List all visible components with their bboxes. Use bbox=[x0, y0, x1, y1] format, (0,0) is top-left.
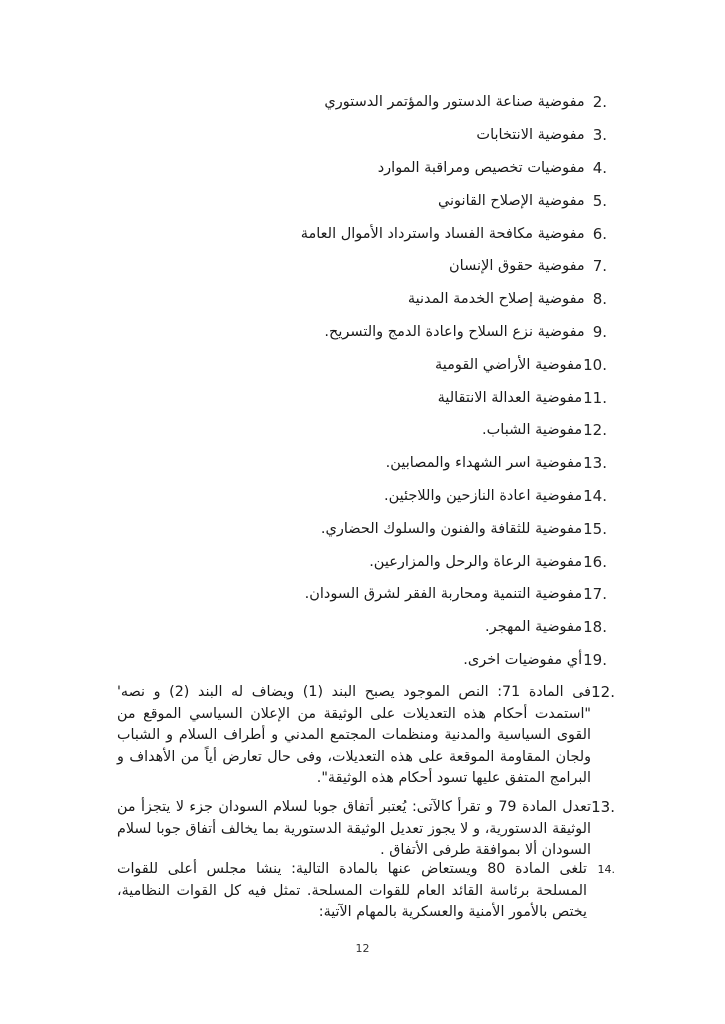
list-item-number: 8. bbox=[592, 290, 607, 309]
list-item bbox=[301, 447, 607, 480]
list-item-number: 10. bbox=[583, 355, 607, 374]
list-item-text: مفوضية إصلاح الخدمة المدنية bbox=[407, 291, 585, 308]
list-item-text: مفوضية نزع السلاح واعادة الدمج والتسريح. bbox=[324, 323, 585, 340]
list-item bbox=[301, 86, 607, 119]
list-item-text: مفوضية الإصلاح القانوني bbox=[437, 192, 585, 209]
list-item bbox=[301, 152, 607, 185]
list-item-text: مفوضية التنمية ومحاربة الفقر لشرق السودان. bbox=[304, 586, 583, 603]
list-item-number: 17. bbox=[583, 585, 607, 604]
list-item bbox=[301, 381, 607, 414]
list-item-number: 11. bbox=[583, 388, 607, 407]
list-item-number: 4. bbox=[592, 158, 607, 177]
list-item-text: أي مفوضيات اخرى. bbox=[463, 651, 583, 668]
clause-paragraph bbox=[117, 682, 615, 790]
list-item bbox=[301, 512, 607, 545]
list-item-number: 5. bbox=[592, 191, 607, 210]
clause-text: تعدل المادة 79 و تقرأ كالآتى: يُعتبر أتفاق جوبا لسلام السودان جزء لا يتجزأ من الوثيقة الدستورية، و لا يجوز تعديل الوثيقة الدستورية بما يخالف أتفاق جوبا لسلام السودان ألا بموافقة طرفى الأتفاق . bbox=[117, 799, 591, 858]
commissions-list bbox=[301, 86, 607, 676]
list-item bbox=[301, 316, 607, 349]
page-number: 12 bbox=[355, 942, 370, 955]
list-item-text: مفوضية مكافحة الفساد واسترداد الأموال العامة bbox=[300, 225, 585, 242]
list-item bbox=[301, 119, 607, 152]
list-item-number: 9. bbox=[592, 322, 607, 341]
list-item bbox=[301, 414, 607, 447]
list-item-number: 6. bbox=[592, 224, 607, 243]
list-item-text: مفوضية الشباب. bbox=[482, 422, 583, 439]
list-item-number: 14. bbox=[583, 486, 607, 505]
list-item-text: مفوضيات تخصيص ومراقبة الموارد bbox=[377, 159, 585, 176]
list-item bbox=[301, 184, 607, 217]
list-item-number: 19. bbox=[583, 650, 607, 669]
list-item-number: 2. bbox=[592, 93, 607, 112]
list-item bbox=[301, 644, 607, 677]
list-item bbox=[301, 348, 607, 381]
list-item-text: مفوضية للثقافة والفنون والسلوك الحضاري. bbox=[320, 520, 583, 537]
list-item bbox=[301, 480, 607, 513]
list-item-text: مفوضية اسر الشهداء والمصابين. bbox=[385, 455, 583, 472]
list-item-text: مفوضية المهجر. bbox=[484, 619, 583, 636]
list-item-number: 16. bbox=[583, 552, 607, 571]
clause-text: فى المادة 71: النص الموجود يصبح البند (1) ويضاف له البند (2) و نصه' "استمدت أحكام هذه التعديلات على الوثيقة من الإعلان السياسي الموقع من القوى السياسية والمدنية ومنظمات المجتمع المدني و أطراف السلام و الشباب ولجان المقاومة الموقعة على هذه التعديلات، وفى حال تعارض أياً من الأهداف و البرامج المتفق عليها تسود أحكام هذه الوثيقة". bbox=[117, 684, 591, 786]
list-item-text: مفوضية الأراضي القومية bbox=[434, 356, 583, 373]
clause-paragraph bbox=[117, 797, 615, 862]
list-item-number: 13. bbox=[583, 454, 607, 473]
list-item bbox=[301, 611, 607, 644]
clause-number: 13. bbox=[591, 798, 615, 816]
list-item-number: 3. bbox=[592, 126, 607, 145]
list-item bbox=[301, 217, 607, 250]
list-item-number: 12. bbox=[583, 421, 607, 440]
list-item-text: مفوضية حقوق الإنسان bbox=[449, 258, 585, 275]
list-item-text: مفوضية اعادة النازحين واللاجئين. bbox=[384, 487, 583, 504]
list-item bbox=[301, 283, 607, 316]
list-item-text: مفوضية الرعاة والرحل والمزارعين. bbox=[369, 553, 583, 570]
list-item bbox=[301, 250, 607, 283]
clause-number: 12. bbox=[591, 683, 615, 701]
list-item bbox=[301, 545, 607, 578]
clause-number: 14. bbox=[597, 863, 615, 876]
list-item-text: مفوضية العدالة الانتقالية bbox=[437, 389, 583, 406]
list-item-text: مفوضية صناعة الدستور والمؤتمر الدستوري bbox=[324, 94, 585, 111]
list-item-number: 18. bbox=[583, 618, 607, 637]
clause-paragraph bbox=[117, 859, 615, 924]
list-item-text: مفوضية الانتخابات bbox=[476, 127, 585, 144]
list-item bbox=[301, 578, 607, 611]
list-item-number: 15. bbox=[583, 519, 607, 538]
list-item-number: 7. bbox=[592, 257, 607, 276]
clause-text: تلغى المادة 80 ويستعاض عنها بالمادة التالية: ينشا مجلس أعلى للقوات المسلحة برئاسة القائد العام للقوات المسلحة. تمثل فيه كل القوات النظامية، يختص بالأمور الأمنية والعسكرية بالمهام الآتية: bbox=[117, 861, 588, 920]
